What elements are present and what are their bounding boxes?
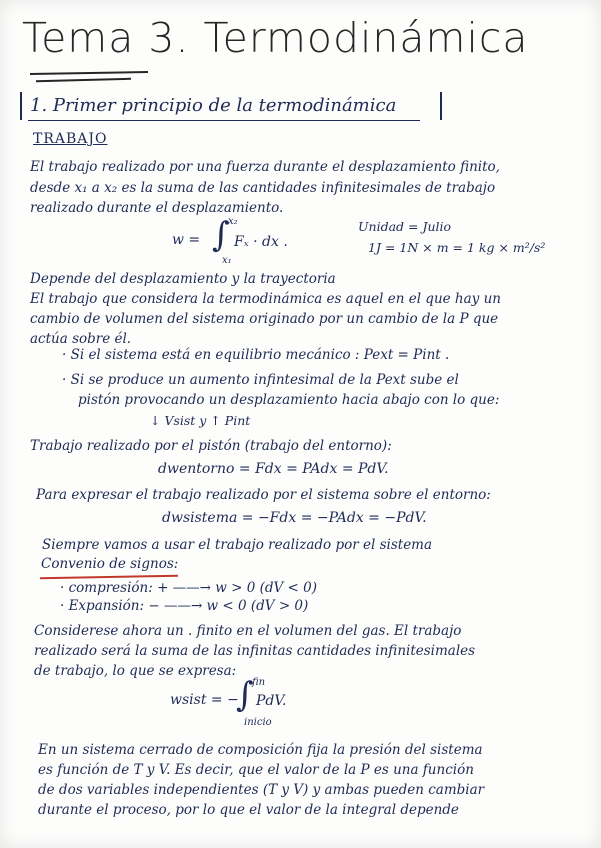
wsist-formula-lhs: wsist = − bbox=[170, 692, 239, 708]
paragraph-line: realizado será la suma de las infinitas cantidades infinitesimales bbox=[34, 643, 476, 659]
paragraph-line: cambio de volumen del sistema originado por un cambio de la P que bbox=[30, 311, 499, 327]
sign-rule: · compresión: + ——→ w > 0 (dV < 0) bbox=[60, 580, 318, 596]
section-title: 1. Primer principio de la termodinámica bbox=[30, 95, 397, 116]
title-underline bbox=[30, 71, 148, 75]
integral-lower-limit: inicio bbox=[244, 717, 272, 728]
paragraph-line: En un sistema cerrado de composición fija la presión del sistema bbox=[38, 742, 483, 758]
paragraph-line: realizado durante el desplazamiento. bbox=[30, 200, 284, 216]
bullet-line: · Si el sistema está en equilibrio mecánico : Pext = Pint . bbox=[62, 347, 450, 363]
paragraph-line: El trabajo que considera la termodinámica es aquel en el que hay un bbox=[30, 291, 501, 307]
paragraph-line: es función de T y V. Es decir, que el valor de la P es una función bbox=[38, 762, 474, 778]
subheading-trabajo: TRABAJO bbox=[33, 131, 108, 147]
work-formula-integrand: Fₓ · dx . bbox=[234, 234, 288, 250]
paragraph-line: de trabajo, lo que se expresa: bbox=[34, 663, 237, 679]
page-title: Tema 3. Termodinámica bbox=[22, 14, 529, 62]
red-underline bbox=[40, 575, 178, 579]
paragraph-line: Considerese ahora un . finito en el volumen del gas. El trabajo bbox=[34, 623, 462, 639]
arrows-line: ↓ Vsist y ↑ Pint bbox=[150, 413, 251, 428]
paragraph-line: de dos variables independientes (T y V) y ambas pueden cambiar bbox=[38, 782, 485, 798]
work-formula-lhs: w = bbox=[172, 232, 201, 248]
integral-upper-limit: x₂ bbox=[228, 216, 238, 227]
paragraph-line: Para expresar el trabajo realizado por el sistema sobre el entorno: bbox=[36, 487, 491, 503]
convenio-de-signos: Convenio de signos: bbox=[41, 556, 179, 572]
integral-lower-limit: x₁ bbox=[222, 255, 232, 266]
units-line: 1J = 1N × m = 1 kg × m²/s² bbox=[368, 240, 546, 255]
section-underline bbox=[28, 120, 420, 121]
paragraph-line: actúa sobre él. bbox=[30, 331, 132, 347]
equation-entorno: dwentorno = Fdx = PAdx = PdV. bbox=[158, 461, 389, 477]
paragraph-line: El trabajo realizado por una fuerza durante el desplazamiento finito, bbox=[30, 159, 500, 175]
bullet-line: pistón provocando un desplazamiento hacia abajo con lo que: bbox=[78, 392, 500, 408]
wsist-formula-integrand: PdV. bbox=[256, 693, 287, 709]
integral-upper-limit: fin bbox=[252, 677, 266, 688]
paragraph-line: desde x₁ a x₂ es la suma de las cantidades infinitesimales de trabajo bbox=[30, 180, 496, 196]
paragraph-line: durante el proceso, por lo que el valor de la integral depende bbox=[38, 802, 459, 818]
units-line: Unidad = Julio bbox=[358, 219, 452, 234]
bullet-line: · Si se produce un aumento infintesimal de la Pext sube el bbox=[62, 372, 459, 388]
paragraph-line: Siempre vamos a usar el trabajo realizado por el sistema bbox=[42, 537, 433, 553]
equation-sistema: dwsistema = −Fdx = −PAdx = −PdV. bbox=[162, 510, 427, 526]
title-underline-second bbox=[36, 78, 131, 82]
sign-rule: · Expansión: − ——→ w < 0 (dV > 0) bbox=[60, 598, 309, 614]
integral-sign: ∫ bbox=[236, 675, 254, 715]
paragraph-line: Trabajo realizado por el pistón (trabajo del entorno): bbox=[30, 438, 392, 454]
paragraph-line: Depende del desplazamiento y la trayectoria bbox=[30, 271, 336, 287]
integral-sign: ∫ bbox=[212, 215, 230, 255]
